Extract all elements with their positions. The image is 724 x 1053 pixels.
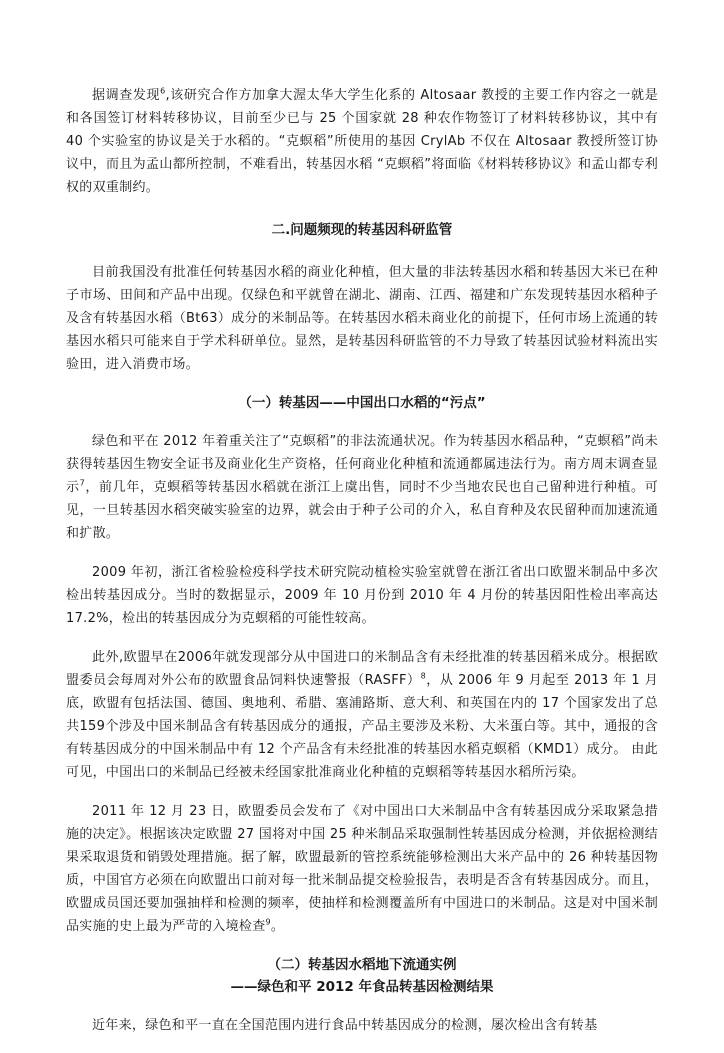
paragraph-recent-years: 近年来，绿色和平一直在全国范围内进行食品中转基因成分的检测，屡次检出含有转基 [92, 1018, 598, 1033]
paragraph-greenpeace-2012: 绿色和平在 2012 年着重关注了“克螟稻”的非法流通状况。作为转基因水稻品种，“克螟稻”尚未获得转基因生物安全证书及商业化生产资格，任何商业化种植和流通都属违法行为。南方周末调查显示$^7$，前几年，克螟稻等转基因水稻就在浙江上虞出售，同时不少当地农民也自己留种进行种植。可见，一旦转基因水稻突破实验室的边界，就会由于种子公司的介入，私自育种及农民留种而加速流通和扩散。 [66, 434, 658, 541]
section-heading: 二.问题频现的转基因科研监管 [271, 222, 453, 238]
paragraph-intro: 据调查发现$^6$,该研究合作方加拿大渥太华大学生化系的 Altosaar 教授的主要工作内容之一就是和各国签订材料转移协议，目前至少已与 25 个国家就 28 种农作物签订了材料转移协议，其中有 40 个实验室的协议是关于水稻的。“克螟稻”所使用的基因 CrylAb 不仅在 Altosaar 教授所签订协议中，而且为孟山都所控制，不难看出，转基因水稻 “克螟稻”将面临《材料转移协议》和孟山都专利权的双重制约。 [66, 86, 658, 195]
paragraph-eu-decision: 2011 年 12 月 23 日，欧盟委员会发布了《对中国出口大米制品中含有转基因成分采取紧急措施的决定》。根据该决定欧盟 27 国将对中国 25 种米制品采取强制性转基因成分检测，并依据检测结果采取退货和销毁处理措施。据了解，欧盟最新的管控系统能够检测出大米产品中的 26 种转基因物质，中国官方必须在向欧盟出口前对每一批米制品提交检验报告，表明是否含有转基因成分。而且，欧盟成员国还要加强抽样和检测的频率，使抽样和检测覆盖所有中国进口的米制品。这是对中国米制品实施的史上最为严苛的入境检查$^9$。 [66, 804, 658, 934]
paragraph-regulation: 目前我国没有批准任何转基因水稻的商业化种植，但大量的非法转基因水稻和转基因大米已在种子市场、田间和产品中出现。仅绿色和平就曾在湖北、湖南、江西、福建和广东发现转基因水稻种子及含有转基因水稻（Bt63）成分的米制品等。在转基因水稻未商业化的前提下，任何市场上流通的转基因水稻只可能来自于学术科研单位。显然，是转基因科研监管的不力导致了转基因试验材料流出实验田，进入消费市场。 [66, 265, 658, 372]
paragraph-zhejiang-2009: 2009 年初，浙江省检验检疫科学技术研究院动植检实验室就曾在浙江省出口欧盟米制品中多次检出转基因成分。当时的数据显示，2009 年 10 月份到 2010 年 4 月份的转基因阳性检出率高达 17.2%，检出的转基因成分为克螟稻的可能性较高。 [66, 565, 658, 626]
paragraph-eu-rasff: 此外,欧盟早在2006年就发现部分从中国进口的米制品含有未经批准的转基因稻米成分。根据欧盟委员会每周对外公布的欧盟食品饲料快速警报（RASFF）$^8$，从 2006 年 9 月起至 2013 年 1 月底，欧盟有包括法国、德国、奥地利、希腊、塞浦路斯、意大利、和英国在内的 17 个国家发出了总共159个涉及中国米制品含有转基因成分的通报，产品主要涉及米粉、大米蛋白等。其中，通报的含有转基因成分的中国米制品中有 12 个产品含有未经批准的转基因水稻克螟稻（KMD1）成分。 由此可见，中国出口的米制品已经被未经国家批准商业化种植的克螟稻等转基因水稻所污染。 [66, 650, 658, 780]
subsection-heading-1: （一）转基因——中国出口水稻的“污点” [238, 395, 486, 411]
subsection-heading-2 [66, 954, 658, 998]
footnote-ref: 8 [420, 671, 427, 681]
subsection-heading-2-subtitle: ——绿色和平 2012 年食品转基因检测结果 [230, 979, 494, 995]
footnote-ref: 7 [79, 478, 86, 488]
footnote-ref: 6 [160, 86, 166, 96]
subsection-heading-2-title: （二）转基因水稻地下流通实例 [267, 957, 457, 973]
document-page [66, 84, 658, 1053]
footnote-ref: 9 [265, 917, 271, 927]
